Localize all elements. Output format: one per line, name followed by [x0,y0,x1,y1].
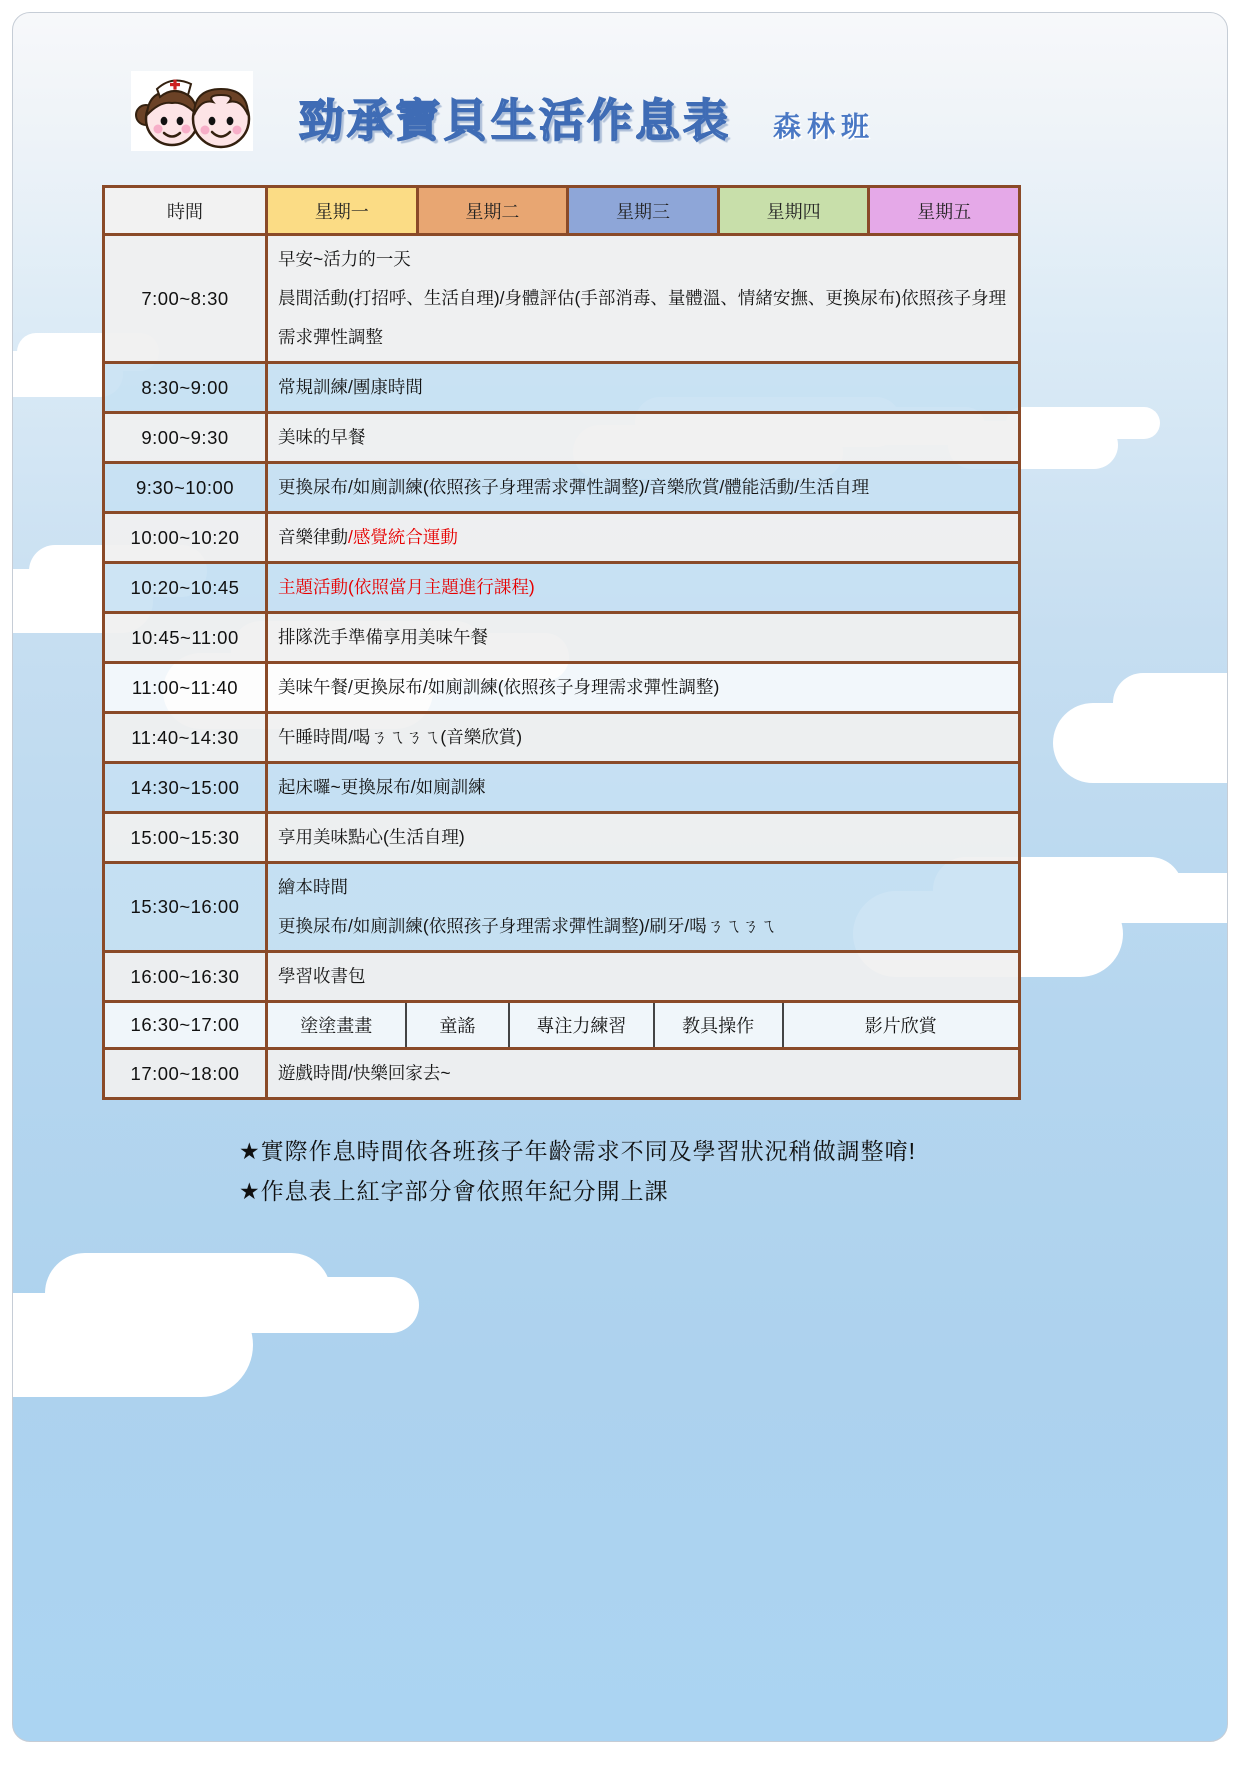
activity-text: 享用美味點心(生活自理) [278,827,465,847]
day-activity-cell: 童謠 [405,1003,509,1047]
activity-text: 晨間活動(打招呼、生活自理)/身體評估(手部消毒、量體溫、情緒安撫、更換尿布)依照孩子身理需求彈性調整 [278,288,1007,347]
activity-cell [268,814,1018,861]
day-activity-cell: 專注力練習 [508,1003,652,1047]
table-row [105,611,1018,661]
day-activity-cell: 塗塗畫畫 [300,1016,373,1036]
activity-cell [268,1003,1018,1047]
table-row [105,1047,1018,1097]
activity-cell [268,664,1018,711]
table-row [105,761,1018,811]
activity-cell [268,514,1018,561]
page-title: 勁承寶貝生活作息表 [299,95,732,146]
activity-cell [268,1050,1018,1097]
time-cell: 15:30~16:00 [105,864,268,950]
activity-text: 午睡時間/喝ㄋㄟㄋㄟ(音樂欣賞) [278,727,523,747]
activity-text: 繪本時間 [278,877,348,897]
activity-cell [268,364,1018,411]
table-row [105,361,1018,411]
header-friday: 星期五 [867,188,1018,233]
activity-cell [268,414,1018,461]
activity-text: 音樂律動 [278,527,348,547]
time-cell: 10:20~10:45 [105,564,268,611]
footnote-red-text: ★作息表上紅字部分會依照年紀分開上課 [239,1178,669,1204]
day-activity-cell: 影片欣賞 [782,1003,1018,1047]
activity-text: 學習收書包 [278,966,366,986]
activity-cell [268,236,1018,361]
table-row [105,461,1018,511]
time-cell: 16:00~16:30 [105,953,268,1000]
activity-text: /感覺統合運動 [348,527,458,547]
activity-cell [268,864,1018,950]
time-cell: 7:00~8:30 [105,236,268,361]
table-row [105,233,1018,361]
activity-cell [268,764,1018,811]
activity-cell [268,464,1018,511]
header-monday: 星期一 [265,188,416,233]
header-thursday: 星期四 [717,188,868,233]
activity-text: 美味的早餐 [278,427,366,447]
table-row [105,1000,1018,1047]
table-row [105,950,1018,1000]
activity-text: 更換尿布/如廁訓練(依照孩子身理需求彈性調整)/音樂欣賞/體能活動/生活自理 [278,477,870,497]
table-row [105,811,1018,861]
page-header [131,71,875,151]
day-activity-cell: 教具操作 [653,1003,782,1047]
activity-text: 常規訓練/團康時間 [278,377,423,397]
table-row [105,561,1018,611]
table-row [105,661,1018,711]
time-cell: 15:00~15:30 [105,814,268,861]
time-cell: 8:30~9:00 [105,364,268,411]
class-name-label: 森林班 [773,111,876,142]
time-cell: 9:00~9:30 [105,414,268,461]
activity-text: 早安~活力的一天 [278,249,411,269]
table-row [105,861,1018,950]
activity-text: 更換尿布/如廁訓練(依照孩子身理需求彈性調整)/刷牙/喝ㄋㄟㄋㄟ [278,916,777,936]
schedule-table [102,185,1021,1100]
table-body [105,233,1018,1097]
header-tuesday: 星期二 [416,188,567,233]
activity-cell [268,714,1018,761]
activity-cell [268,953,1018,1000]
cloud-decoration [12,1293,253,1397]
activity-cell [268,564,1018,611]
table-header-row [105,188,1018,233]
header-time: 時間 [105,188,265,233]
footnotes [239,1131,916,1211]
table-row [105,711,1018,761]
time-cell: 11:00~11:40 [105,664,268,711]
time-cell: 11:40~14:30 [105,714,268,761]
time-cell: 10:45~11:00 [105,614,268,661]
activity-text: 主題活動(依照當月主題進行課程) [278,577,535,597]
header-wednesday: 星期三 [566,188,717,233]
table-row [105,511,1018,561]
schedule-sheet [12,12,1228,1742]
activity-cell [268,614,1018,661]
activity-text: 起床囉~更換尿布/如廁訓練 [278,777,486,797]
footnote-adjustment: ★實際作息時間依各班孩子年齡需求不同及學習狀況稍做調整唷! [239,1138,917,1164]
activity-text: 美味午餐/更換尿布/如廁訓練(依照孩子身理需求彈性調整) [278,677,720,697]
time-cell: 16:30~17:00 [105,1003,268,1047]
time-cell: 14:30~15:00 [105,764,268,811]
time-cell: 9:30~10:00 [105,464,268,511]
table-row [105,411,1018,461]
activity-text: 遊戲時間/快樂回家去~ [278,1063,451,1083]
time-cell: 10:00~10:20 [105,514,268,561]
time-cell: 17:00~18:00 [105,1050,268,1097]
activity-text: 排隊洗手準備享用美味午餐 [278,627,488,647]
nurse-and-baby-faces-icon [131,71,253,151]
cloud-decoration [1053,703,1228,783]
